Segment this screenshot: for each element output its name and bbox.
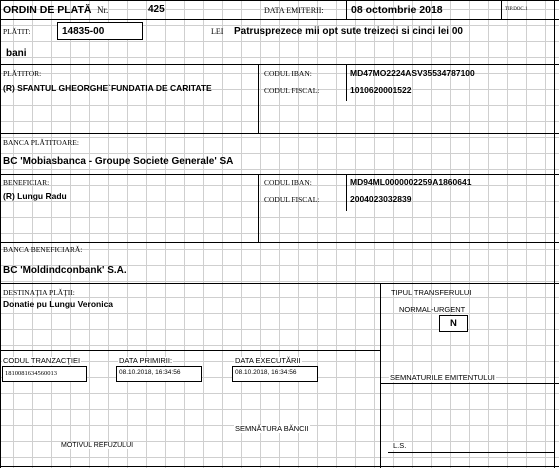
divider xyxy=(0,350,380,351)
beneficiary-fiscal-label: CODUL FISCAL: xyxy=(264,195,320,204)
beneficiary-bank-label: BANCA BENEFICIARĂ: xyxy=(3,245,83,254)
seal-label: L.S. xyxy=(393,441,407,450)
currency-label: LEI xyxy=(211,27,224,36)
payer-bank-name: BC 'Mobiasbanca - Groupe Societe Generale' SA xyxy=(3,156,234,167)
payer-iban: MD47MO2224ASV35534787100 xyxy=(350,68,475,78)
divider xyxy=(346,174,347,211)
beneficiary-name: (R) Lungu Radu xyxy=(3,191,67,201)
beneficiary-iban: MD94ML0000002259A1860641 xyxy=(350,177,472,187)
divider xyxy=(0,174,559,175)
divider xyxy=(380,383,559,384)
issue-date: 08 octombrie 2018 xyxy=(351,4,443,16)
number-label: Nr. xyxy=(97,5,109,15)
issuer-signatures-label: SEMNATURILE EMITENTULUI xyxy=(390,373,495,382)
payer-fiscal-code: 1010620001522 xyxy=(350,85,412,95)
bank-signature-label: SEMNĂTURA BĂNCII xyxy=(235,424,309,433)
seal-underline xyxy=(388,452,554,453)
divider xyxy=(0,19,559,20)
divider xyxy=(258,174,259,242)
transfer-type-label: TIPUL TRANSFERULUI xyxy=(391,288,472,297)
amount-value: 14835-00 xyxy=(62,26,105,37)
transfer-code: N xyxy=(450,318,457,329)
beneficiary-bank-name: BC 'Moldindconbank' S.A. xyxy=(3,265,127,276)
divider xyxy=(0,242,559,243)
amount-in-words-line1: Patrusprezece mii opt sute treizeci si cinci lei 00 xyxy=(234,26,463,37)
divider xyxy=(501,0,502,19)
received-date: 08.10.2018, 16:34:56 xyxy=(119,369,181,376)
received-date-label: DATA PRIMIRII: xyxy=(119,356,173,365)
divider xyxy=(0,0,1,468)
amount-in-words-line2: bani xyxy=(6,48,27,59)
execution-date-label: DATA EXECUTĂRII xyxy=(235,356,301,365)
issue-date-label: DATA EMITERII: xyxy=(264,6,324,15)
beneficiary-label: BENEFICIAR: xyxy=(3,178,50,187)
execution-date: 08.10.2018, 16:34:56 xyxy=(235,369,297,376)
divider xyxy=(0,466,559,467)
divider xyxy=(0,64,559,65)
payment-purpose-label: DESTINAŢIA PLĂŢII: xyxy=(3,288,75,297)
divider xyxy=(0,283,559,284)
transfer-type: NORMAL-URGENT xyxy=(399,305,466,314)
order-number: 425 xyxy=(148,4,165,15)
beneficiary-iban-label: CODUL IBAN: xyxy=(264,178,312,187)
payment-purpose: Donatie pu Lungu Veronica xyxy=(3,299,114,309)
divider xyxy=(380,283,381,468)
refusal-reason-label: MOTIVUL REFUZULUI xyxy=(61,442,134,449)
divider xyxy=(258,64,259,133)
divider xyxy=(554,0,555,468)
transaction-code-label: CODUL TRANZACŢIEI xyxy=(3,356,81,365)
payer-label: PLĂTITOR: xyxy=(3,69,42,78)
payer-fiscal-label: CODUL FISCAL: xyxy=(264,86,320,95)
divider xyxy=(346,64,347,101)
transaction-code: 1810081634560013 xyxy=(5,370,57,377)
divider xyxy=(346,0,347,19)
form-code: TIP.DOC.1 xyxy=(505,7,528,12)
payer-bank-label: BANCA PLĂTITOARE: xyxy=(3,138,79,147)
beneficiary-fiscal-code: 2004023032839 xyxy=(350,194,412,204)
paid-label: PLĂTIT: xyxy=(3,27,31,36)
payer-iban-label: CODUL IBAN: xyxy=(264,69,312,78)
payer-name: (R) SFANTUL GHEORGHE`FUNDATIA DE CARITATE xyxy=(3,83,212,93)
divider xyxy=(0,0,559,1)
divider xyxy=(0,133,559,134)
document-title: ORDIN DE PLATĂ xyxy=(3,4,92,16)
